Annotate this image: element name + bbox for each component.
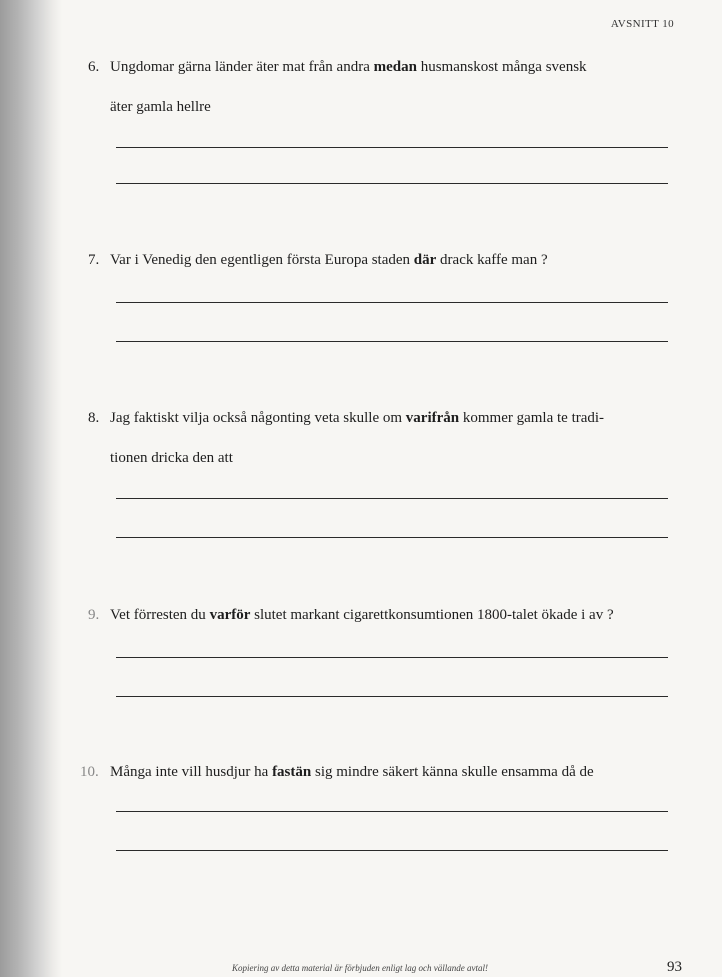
- bold-conjunction: fastän: [272, 764, 312, 780]
- question-number: 10.: [80, 764, 99, 780]
- bold-conjunction: medan: [373, 59, 417, 75]
- question-number: 6.: [88, 59, 100, 75]
- question-number: 8.: [88, 410, 100, 426]
- question-number: 7.: [88, 252, 100, 268]
- page-number: 93: [667, 959, 682, 975]
- question-text: Var i Venedig den egentligen första Europa staden där drack kaffe man ?: [110, 252, 548, 268]
- answer-line[interactable]: [116, 183, 668, 184]
- answer-line[interactable]: [116, 302, 668, 303]
- question-number: 9.: [88, 607, 100, 623]
- question-text: Jag faktiskt vilja också någonting veta skulle om varifrån kommer gamla te tradi-: [110, 410, 605, 426]
- bold-conjunction: varifrån: [405, 410, 460, 426]
- question-text: Många inte vill husdjur ha fastän sig mindre säkert känna skulle ensamma då de: [110, 764, 594, 780]
- answer-line[interactable]: [116, 657, 668, 658]
- answer-line[interactable]: [116, 537, 668, 538]
- bold-conjunction: där: [413, 252, 437, 268]
- answer-line[interactable]: [116, 498, 668, 499]
- section-header: AVSNITT 10: [610, 18, 674, 30]
- answer-line[interactable]: [116, 341, 668, 342]
- answer-line[interactable]: [116, 696, 668, 697]
- question-text: Ungdomar gärna länder äter mat från andra medan husmanskost många svensk: [110, 59, 587, 75]
- copyright-notice: Kopiering av detta material är förbjuden enligt lag och vällande avtal!: [232, 963, 488, 973]
- bold-conjunction: varför: [209, 607, 251, 623]
- page-binding-shadow: [0, 0, 62, 977]
- answer-line[interactable]: [116, 147, 668, 148]
- question-text-continued: äter gamla hellre: [110, 99, 211, 115]
- answer-line[interactable]: [116, 850, 668, 851]
- question-text: Vet förresten du varför slutet markant cigarettkonsumtionen 1800-talet ökade i av ?: [110, 607, 614, 623]
- answer-line[interactable]: [116, 811, 668, 812]
- question-text-continued: tionen dricka den att: [110, 450, 233, 466]
